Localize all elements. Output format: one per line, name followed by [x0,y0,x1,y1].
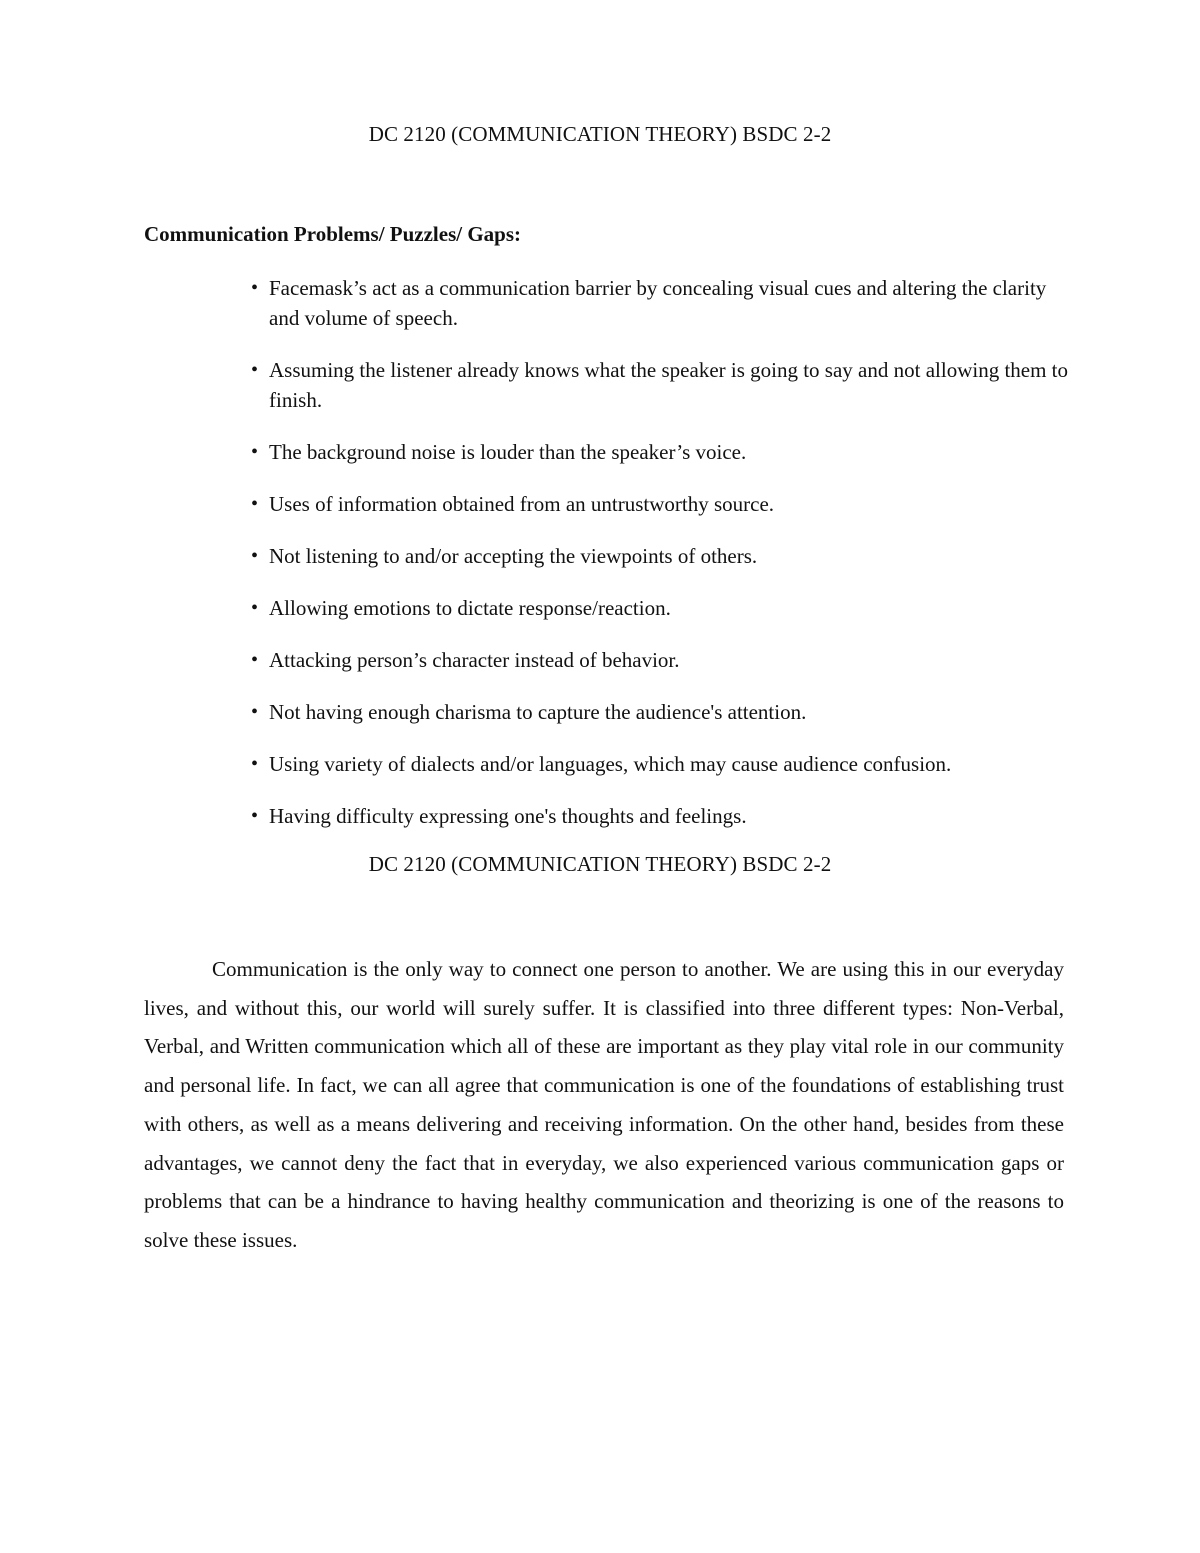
list-item-text: Attacking person’s character instead of behavior. [269,648,680,672]
section-title: Communication Problems/ Puzzles/ Gaps: [144,222,522,246]
bullet-icon: • [251,701,259,723]
bullet-icon: • [251,545,259,567]
problems-list [250,273,1070,853]
essay-paragraph: Communication is the only way to connect one person to another. We are using this in our everyday lives, and without this, our world will surely suffer. It is classified into three different types: Non-Verbal, Verbal, and Written communication which all of these are important as they play vital role in our community and personal life. In fact, we can all agree that communication is one of the foundations of establishing trust with others, as well as a means delivering and receiving information. On the other hand, besides from these advantages, we cannot deny the fact that in everyday, we also experienced various communication gaps or problems that can be a hindrance to having healthy communication and theorizing is one of the reasons to solve these issues. [144,957,1064,1252]
list-item [250,355,1070,415]
list-item [250,645,1070,675]
list-item [250,541,1070,571]
list-item-text: Assuming the listener already knows what the speaker is going to say and not allowing them to finish. [269,358,1069,412]
list-item [250,437,1070,467]
bullet-icon: • [251,805,259,827]
bullet-icon: • [251,597,259,619]
list-item-text: Facemask’s act as a communication barrier by concealing visual cues and altering the clarity and volume of speech. [269,276,1047,330]
list-item-text: Uses of information obtained from an untrustworthy source. [269,492,775,516]
list-item-text: Having difficulty expressing one's thoughts and feelings. [269,804,747,828]
bullet-icon: • [251,441,259,463]
bullet-icon: • [251,359,259,381]
list-item-text: Using variety of dialects and/or languages, which may cause audience confusion. [269,752,952,776]
list-item [250,489,1070,519]
bullet-icon: • [251,493,259,515]
list-item-text: Not having enough charisma to capture the audience's attention. [269,700,807,724]
list-item [250,749,1070,779]
list-item-text: Allowing emotions to dictate response/reaction. [269,596,671,620]
list-item-text: The background noise is louder than the speaker’s voice. [269,440,747,464]
list-item-text: Not listening to and/or accepting the viewpoints of others. [269,544,758,568]
bullet-icon: • [251,753,259,775]
bullet-icon: • [251,649,259,671]
course-header: DC 2120 (COMMUNICATION THEORY) BSDC 2-2 [368,122,832,146]
list-item [250,801,1070,831]
course-header-repeat: DC 2120 (COMMUNICATION THEORY) BSDC 2-2 [368,852,832,876]
list-item [250,697,1070,727]
list-item [250,593,1070,623]
list-item [250,273,1070,333]
bullet-icon: • [251,277,259,299]
